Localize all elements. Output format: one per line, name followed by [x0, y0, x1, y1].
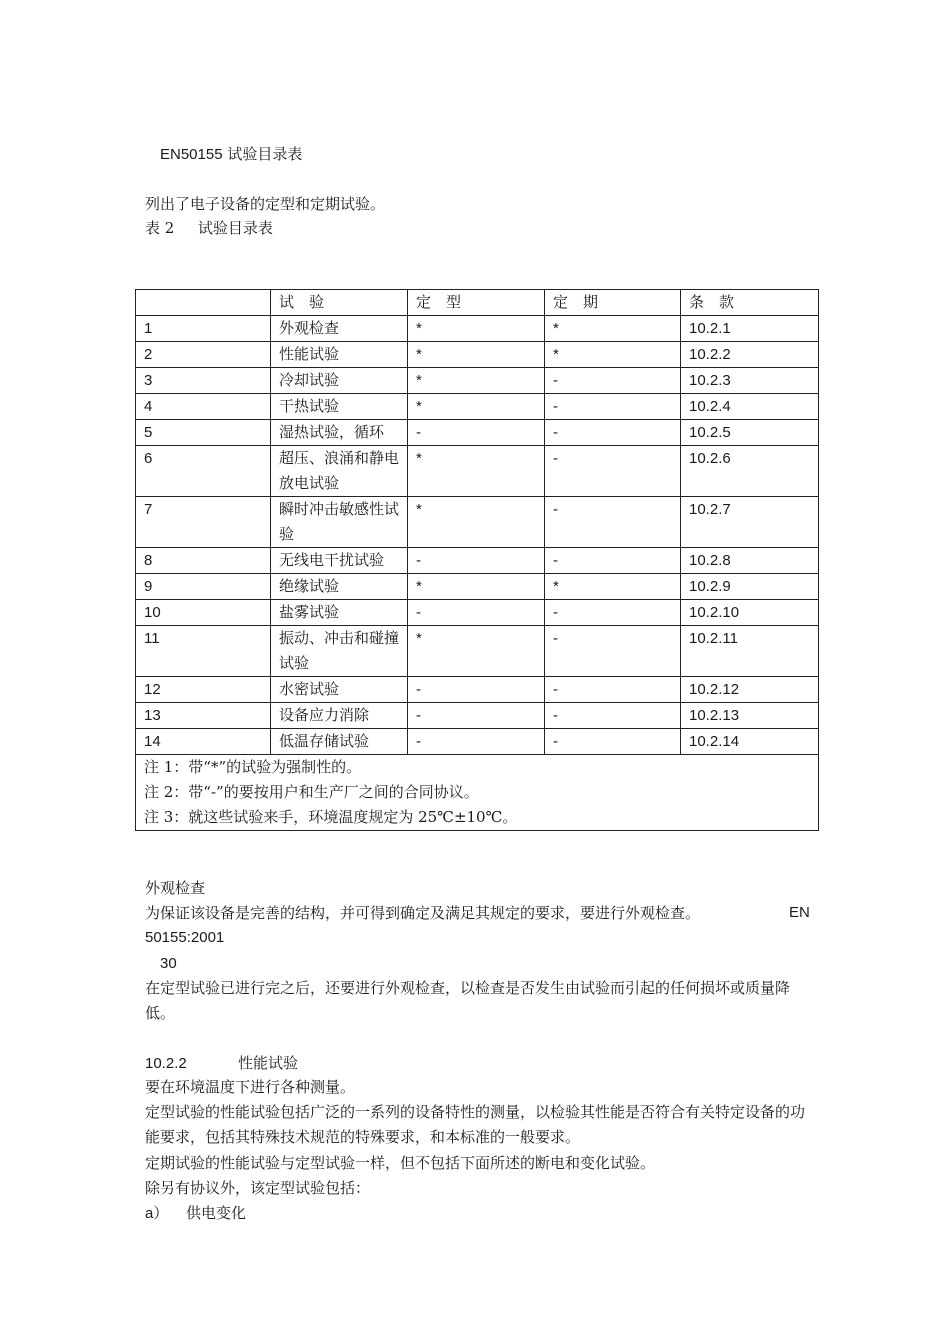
standard-code: EN50155: [160, 146, 223, 163]
test-name-cell: 设备应力消除: [271, 703, 408, 729]
routine-test-cell: -: [545, 446, 681, 497]
row-number-cell: 6: [136, 446, 271, 497]
type-test-cell: *: [408, 316, 545, 342]
test-name-cell: 冷却试验: [271, 368, 408, 394]
routine-test-cell: -: [545, 548, 681, 574]
test-name-cell: 外观检查: [271, 316, 408, 342]
section2-p1: 要在环境温度下进行各种测量。: [145, 1078, 356, 1096]
type-test-cell: -: [408, 729, 545, 755]
row-number-cell: 11: [136, 626, 271, 677]
header-cell: 条 款: [681, 290, 819, 316]
section2-p2: 定型试验的性能试验包括广泛的一系列的设备特性的测量，以检验其性能是否符合有关特定设备的功能要求，包括其特殊技术规范的特殊要求，和本标准的一般要求。: [145, 1103, 806, 1146]
type-test-cell: *: [408, 626, 545, 677]
routine-test-cell: -: [545, 677, 681, 703]
row-number-cell: 7: [136, 497, 271, 548]
section-number: 10.2.2: [145, 1055, 187, 1072]
test-name-cell: 瞬时冲击敏感性试验: [271, 497, 408, 548]
routine-test-cell: *: [545, 574, 681, 600]
row-number-cell: 9: [136, 574, 271, 600]
test-name-cell: 绝缘试验: [271, 574, 408, 600]
type-test-cell: -: [408, 548, 545, 574]
table-note: 注 1：带“*”的试验为强制性的。: [144, 758, 362, 776]
clause-cell: 10.2.11: [681, 626, 819, 677]
type-test-cell: -: [408, 600, 545, 626]
type-test-cell: *: [408, 497, 545, 548]
clause-cell: 10.2.2: [681, 342, 819, 368]
section-title-performance: 性能试验: [238, 1054, 299, 1072]
header-cell: 定 期: [545, 290, 681, 316]
clause-cell: 10.2.6: [681, 446, 819, 497]
clause-cell: 10.2.10: [681, 600, 819, 626]
routine-test-cell: -: [545, 626, 681, 677]
test-name-cell: 无线电干扰试验: [271, 548, 408, 574]
test-name-cell: 盐雾试验: [271, 600, 408, 626]
page-number: 30: [160, 955, 177, 972]
test-name-cell: 振动、冲击和碰撞试验: [271, 626, 408, 677]
row-number-cell: 8: [136, 548, 271, 574]
table-row: [136, 342, 819, 368]
section1-line1-text: 为保证该设备是完善的结构，并可得到确定及满足其规定的要求，要进行外观检查。: [145, 904, 701, 922]
table-row: [136, 548, 819, 574]
test-name-cell: 湿热试验，循环: [271, 420, 408, 446]
test-name-cell: 性能试验: [271, 342, 408, 368]
row-number-cell: 13: [136, 703, 271, 729]
routine-test-cell: -: [545, 600, 681, 626]
section1-paragraph: 在定型试验已进行完之后，还要进行外观检查，以检查是否发生由试验而引起的任何损坏或质量降低。: [145, 979, 791, 1022]
clause-cell: 10.2.12: [681, 677, 819, 703]
routine-test-cell: *: [545, 342, 681, 368]
test-name-cell: 低温存储试验: [271, 729, 408, 755]
table-row: [136, 677, 819, 703]
section2-p4: 除另有协议外，该定型试验包括：: [145, 1179, 371, 1197]
routine-test-cell: -: [545, 420, 681, 446]
document-heading: [160, 144, 302, 165]
test-name-cell: 超压、浪涌和静电放电试验: [271, 446, 408, 497]
table-caption-label: 表 2: [145, 219, 175, 237]
table-row: [136, 574, 819, 600]
table-row: [136, 394, 819, 420]
table-row: [136, 446, 819, 497]
table-caption: [145, 218, 273, 238]
routine-test-cell: -: [545, 368, 681, 394]
heading-title: 试验目录表: [227, 145, 303, 163]
test-catalog-table: [135, 289, 819, 831]
standard-reference: 50155:2001: [145, 929, 225, 946]
type-test-cell: *: [408, 394, 545, 420]
clause-cell: 10.2.14: [681, 729, 819, 755]
clause-cell: 10.2.1: [681, 316, 819, 342]
header-cell: [136, 290, 271, 316]
table-row: [136, 626, 819, 677]
table-notes-cell: [136, 755, 819, 831]
section1-line1: [145, 903, 700, 923]
row-number-cell: 3: [136, 368, 271, 394]
clause-cell: 10.2.13: [681, 703, 819, 729]
table-row: [136, 703, 819, 729]
table-note: 注 3：就这些试验来手，环境温度规定为 25℃±10℃。: [144, 808, 518, 826]
table-row: [136, 729, 819, 755]
row-number-cell: 12: [136, 677, 271, 703]
list-item-a-text: 供电变化: [186, 1204, 247, 1222]
clause-cell: 10.2.3: [681, 368, 819, 394]
type-test-cell: *: [408, 446, 545, 497]
row-number-cell: 4: [136, 394, 271, 420]
intro-text: 列出了电子设备的定型和定期试验。: [145, 195, 386, 213]
row-number-cell: 2: [136, 342, 271, 368]
section1-line1-tail: EN: [789, 904, 810, 921]
routine-test-cell: *: [545, 316, 681, 342]
header-cell: 定 型: [408, 290, 545, 316]
test-name-cell: 水密试验: [271, 677, 408, 703]
clause-cell: 10.2.9: [681, 574, 819, 600]
row-number-cell: 1: [136, 316, 271, 342]
test-name-cell: 干热试验: [271, 394, 408, 420]
list-item-a: [145, 1203, 168, 1224]
row-number-cell: 10: [136, 600, 271, 626]
clause-cell: 10.2.4: [681, 394, 819, 420]
section2-p3: 定期试验的性能试验与定型试验一样，但不包括下面所述的断电和变化试验。: [145, 1154, 656, 1172]
row-number-cell: 14: [136, 729, 271, 755]
type-test-cell: -: [408, 420, 545, 446]
routine-test-cell: -: [545, 703, 681, 729]
type-test-cell: -: [408, 703, 545, 729]
table-row: [136, 316, 819, 342]
type-test-cell: -: [408, 677, 545, 703]
table-row: [136, 497, 819, 548]
type-test-cell: *: [408, 368, 545, 394]
table-header-row: [136, 290, 819, 316]
type-test-cell: *: [408, 574, 545, 600]
table-caption-title: 试验目录表: [197, 219, 273, 237]
section-title-visual-inspection: 外观检查: [145, 879, 206, 897]
section-heading-performance: [145, 1053, 187, 1074]
clause-cell: 10.2.8: [681, 548, 819, 574]
table-row: [136, 368, 819, 394]
header-cell: 试 验: [271, 290, 408, 316]
type-test-cell: *: [408, 342, 545, 368]
list-item-a-label: a）: [145, 1205, 169, 1222]
routine-test-cell: -: [545, 394, 681, 420]
table-row: [136, 420, 819, 446]
clause-cell: 10.2.7: [681, 497, 819, 548]
table-note: 注 2：带“-”的要按用户和生产厂之间的合同协议。: [144, 783, 479, 801]
routine-test-cell: -: [545, 497, 681, 548]
row-number-cell: 5: [136, 420, 271, 446]
test-table-body: [136, 290, 819, 831]
routine-test-cell: -: [545, 729, 681, 755]
table-row: [136, 600, 819, 626]
clause-cell: 10.2.5: [681, 420, 819, 446]
table-notes-row: [136, 755, 819, 831]
